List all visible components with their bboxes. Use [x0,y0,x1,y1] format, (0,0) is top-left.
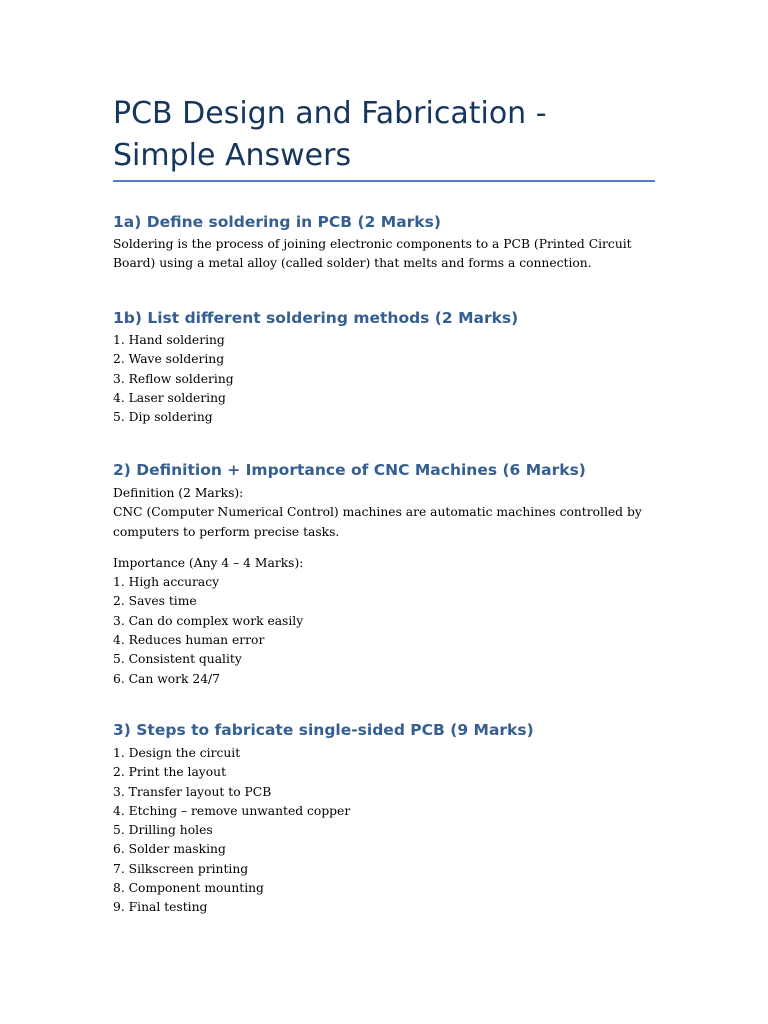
section-heading: 3) Steps to fabricate single-sided PCB (9 Marks) [113,721,534,739]
definition-text: CNC (Computer Numerical Control) machines are automatic machines controlled by computers to perform precise tasks. [113,505,642,539]
section-paragraph: Soldering is the process of joining electronic components to a PCB (Printed Circuit Board) using a metal alloy (called solder) that melts and forms a connection. [113,237,632,271]
spacer [113,542,658,554]
section-heading: 2) Definition + Importance of CNC Machines (6 Marks) [113,461,586,479]
importance-label: Importance (Any 4 – 4 Marks): [113,555,304,570]
section-1a [113,211,658,274]
list-item: 2. Wave soldering [113,352,225,367]
title-underline [113,180,655,182]
section-1b [113,307,658,427]
list-item: 8. Component mounting [113,881,264,896]
list-item: 2. Saves time [113,594,197,609]
list-item: 5. Dip soldering [113,410,213,425]
section-2 [113,459,658,689]
list-item: 6. Can work 24/7 [113,671,220,686]
list-item: 4. Laser soldering [113,390,226,405]
list-item: 3. Transfer layout to PCB [113,784,272,799]
list-item: 9. Final testing [113,900,208,915]
list-item: 3. Can do complex work easily [113,613,304,628]
list-item: 1. Design the circuit [113,746,241,760]
definition-label: Definition (2 Marks): [113,486,244,500]
list-item: 5. Consistent quality [113,652,242,667]
document-title: PCB Design and Fabrication - Simple Answers [113,96,547,173]
list-item: 1. Hand soldering [113,333,225,347]
importance-list [113,573,658,689]
list-item: 5. Drilling holes [113,823,213,838]
list-item: 4. Reduces human error [113,633,265,648]
list-item: 2. Print the layout [113,765,227,780]
soldering-methods-list [113,331,658,427]
list-item: 4. Etching – remove unwanted copper [113,803,351,818]
section-3 [113,719,658,918]
section-heading: 1a) Define soldering in PCB (2 Marks) [113,213,441,231]
section-heading: 1b) List different soldering methods (2 Marks) [113,309,519,327]
list-item: 7. Silkscreen printing [113,861,249,876]
list-item: 3. Reflow soldering [113,371,234,386]
list-item: 6. Solder masking [113,842,226,857]
fabrication-steps-list [113,744,658,918]
list-item: 1. High accuracy [113,575,220,590]
